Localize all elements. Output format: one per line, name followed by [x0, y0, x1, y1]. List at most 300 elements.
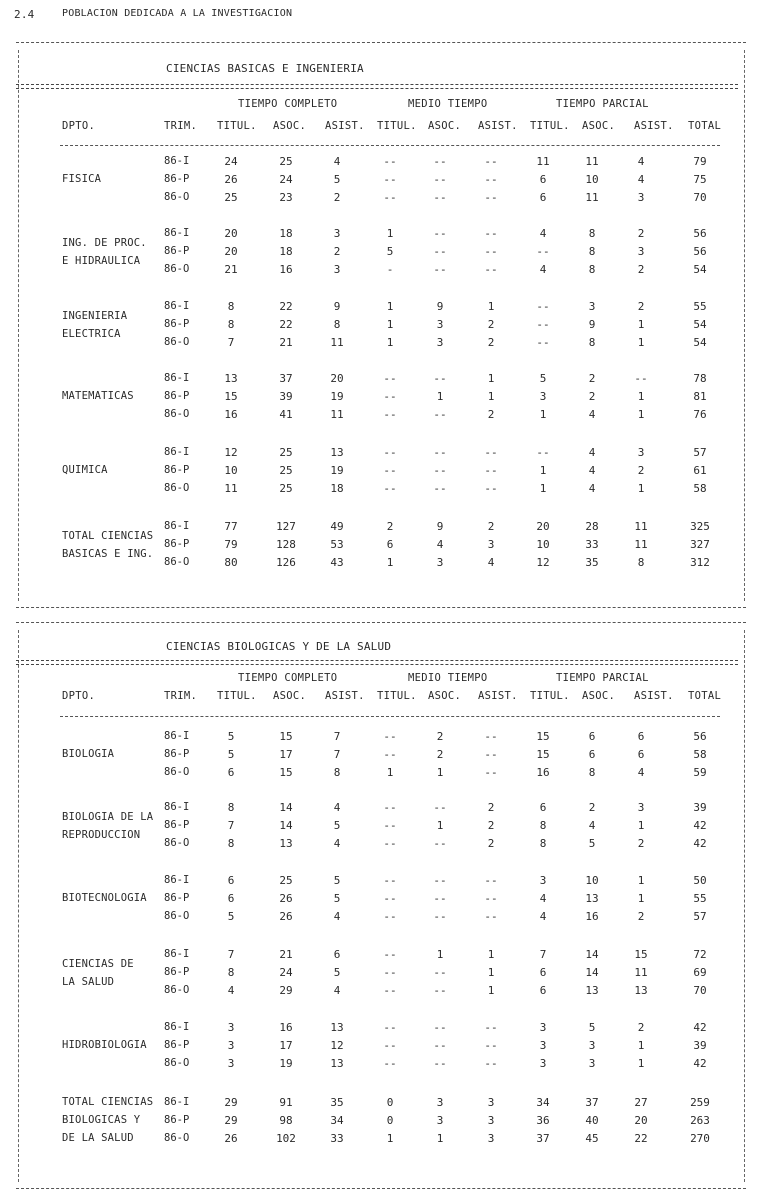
- table-cell: --: [484, 766, 498, 779]
- table-cell: 43: [330, 556, 344, 569]
- table-cell: 270: [690, 1132, 710, 1145]
- table-cell: 6: [539, 984, 547, 997]
- table-cell: 16: [224, 408, 238, 421]
- table-cell: 27: [634, 1096, 648, 1109]
- table-cell: 3: [333, 263, 341, 276]
- trimester-label: 86-P: [164, 318, 190, 330]
- section-number: 2.4: [14, 8, 35, 21]
- table-cell: 24: [279, 966, 293, 979]
- table-cell: --: [383, 1039, 397, 1052]
- table-cell: 10: [585, 173, 599, 186]
- table-cell: 8: [588, 227, 596, 240]
- table-cell: --: [536, 336, 550, 349]
- table-cell: 6: [539, 191, 547, 204]
- table-cell: 22: [279, 300, 293, 313]
- table-cell: 76: [693, 408, 707, 421]
- table-cell: 7: [539, 948, 547, 961]
- table-cell: 6: [588, 730, 596, 743]
- table-cell: --: [383, 446, 397, 459]
- trimester-label: 86-I: [164, 730, 190, 742]
- table-cell: 45: [585, 1132, 599, 1145]
- table-cell: --: [536, 245, 550, 258]
- header-asist: ASIST.: [634, 690, 674, 702]
- table-cell: 25: [279, 874, 293, 887]
- table-cell: 9: [588, 318, 596, 331]
- table-cell: --: [484, 191, 498, 204]
- table-cell: --: [433, 227, 447, 240]
- table-cell: 33: [330, 1132, 344, 1145]
- table-cell: 25: [224, 191, 238, 204]
- table-cell: --: [433, 1057, 447, 1070]
- table-cell: --: [383, 464, 397, 477]
- table-cell: 2: [637, 464, 645, 477]
- table-cell: 11: [330, 408, 344, 421]
- table-cell: 3: [436, 556, 444, 569]
- table-cell: --: [484, 263, 498, 276]
- table-cell: 5: [227, 730, 235, 743]
- table-cell: 4: [539, 227, 547, 240]
- table-cell: --: [536, 300, 550, 313]
- table-cell: 8: [539, 837, 547, 850]
- table-cell: --: [433, 446, 447, 459]
- table-cell: 1: [386, 1132, 394, 1145]
- table-cell: 1: [637, 336, 645, 349]
- section-top-rule: [16, 42, 746, 43]
- table-cell: 3: [539, 390, 547, 403]
- table-cell: 1: [637, 408, 645, 421]
- table-cell: 2: [588, 390, 596, 403]
- table-cell: --: [383, 801, 397, 814]
- department-name: ING. DE PROC.: [62, 237, 147, 249]
- table-cell: 1: [637, 482, 645, 495]
- table-cell: 2: [487, 336, 495, 349]
- trimester-label: 86-I: [164, 372, 190, 384]
- table-cell: 102: [276, 1132, 296, 1145]
- table-cell: 75: [693, 173, 707, 186]
- table-cell: --: [536, 318, 550, 331]
- table-cell: 13: [279, 837, 293, 850]
- trimester-label: 86-O: [164, 408, 190, 420]
- table-cell: 4: [588, 819, 596, 832]
- header-asoc: ASOC.: [582, 120, 616, 132]
- table-cell: 11: [585, 155, 599, 168]
- table-cell: 3: [539, 874, 547, 887]
- table-cell: 3: [539, 1039, 547, 1052]
- table-cell: --: [383, 966, 397, 979]
- table-cell: 1: [487, 966, 495, 979]
- table-cell: 21: [279, 948, 293, 961]
- table-cell: 1: [386, 556, 394, 569]
- table-cell: 4: [436, 538, 444, 551]
- department-name: BIOTECNOLOGIA: [62, 892, 147, 904]
- table-cell: 4: [637, 766, 645, 779]
- trimester-label: 86-O: [164, 263, 190, 275]
- table-cell: --: [433, 173, 447, 186]
- table-cell: --: [383, 948, 397, 961]
- trimester-label: 86-O: [164, 556, 190, 568]
- table-cell: --: [433, 1021, 447, 1034]
- table-cell: 0: [386, 1114, 394, 1127]
- table-cell: 2: [637, 837, 645, 850]
- header-medio-tiempo: MEDIO TIEMPO: [408, 672, 488, 684]
- department-name: DE LA SALUD: [62, 1132, 134, 1144]
- table-cell: 24: [224, 155, 238, 168]
- table-cell: 9: [436, 300, 444, 313]
- table-cell: 2: [588, 372, 596, 385]
- table-cell: 2: [487, 819, 495, 832]
- header-asoc: ASOC.: [428, 690, 462, 702]
- table-cell: 19: [279, 1057, 293, 1070]
- table-cell: --: [433, 245, 447, 258]
- table-cell: --: [433, 191, 447, 204]
- table-cell: 12: [536, 556, 550, 569]
- table-cell: 16: [279, 263, 293, 276]
- table-cell: 4: [637, 155, 645, 168]
- table-cell: -: [386, 263, 394, 276]
- table-cell: 8: [588, 336, 596, 349]
- table-cell: 1: [637, 1039, 645, 1052]
- table-cell: 3: [637, 446, 645, 459]
- table-cell: 20: [224, 227, 238, 240]
- department-name: REPRODUCCION: [62, 829, 141, 841]
- table-cell: 3: [333, 227, 341, 240]
- table-cell: 263: [690, 1114, 710, 1127]
- table-cell: 1: [637, 892, 645, 905]
- table-cell: 2: [333, 191, 341, 204]
- table-cell: --: [383, 910, 397, 923]
- table-cell: 4: [588, 482, 596, 495]
- table-cell: 22: [279, 318, 293, 331]
- right-border: [744, 50, 745, 601]
- table-cell: 15: [279, 766, 293, 779]
- table-cell: 70: [693, 984, 707, 997]
- table-cell: 26: [224, 173, 238, 186]
- trimester-label: 86-P: [164, 538, 190, 550]
- table-cell: 72: [693, 948, 707, 961]
- table-cell: 26: [224, 1132, 238, 1145]
- table-cell: 13: [330, 1057, 344, 1070]
- table-cell: 1: [539, 408, 547, 421]
- table-cell: 26: [279, 892, 293, 905]
- table-cell: 39: [693, 1039, 707, 1052]
- table-cell: 8: [539, 819, 547, 832]
- table-cell: 5: [227, 748, 235, 761]
- table-cell: 13: [330, 1021, 344, 1034]
- trimester-label: 86-P: [164, 245, 190, 257]
- section-title: CIENCIAS BASICAS E INGENIERIA: [166, 62, 364, 75]
- table-cell: 11: [634, 966, 648, 979]
- table-cell: 2: [588, 801, 596, 814]
- table-cell: --: [484, 910, 498, 923]
- table-cell: --: [433, 874, 447, 887]
- table-cell: 61: [693, 464, 707, 477]
- header-asist: ASIST.: [634, 120, 674, 132]
- table-cell: --: [383, 191, 397, 204]
- table-cell: 6: [539, 173, 547, 186]
- department-name: FISICA: [62, 173, 102, 185]
- table-cell: 15: [279, 730, 293, 743]
- table-cell: 19: [330, 464, 344, 477]
- table-cell: 21: [224, 263, 238, 276]
- table-cell: 25: [279, 464, 293, 477]
- table-cell: --: [484, 155, 498, 168]
- table-cell: 4: [588, 464, 596, 477]
- table-cell: 91: [279, 1096, 293, 1109]
- header-asoc: ASOC.: [582, 690, 616, 702]
- table-cell: 259: [690, 1096, 710, 1109]
- table-cell: 3: [487, 538, 495, 551]
- table-cell: 3: [637, 801, 645, 814]
- table-cell: 1: [386, 336, 394, 349]
- table-cell: --: [484, 1021, 498, 1034]
- table-cell: 14: [279, 801, 293, 814]
- table-cell: 15: [634, 948, 648, 961]
- table-cell: 8: [333, 318, 341, 331]
- page-title: POBLACION DEDICADA A LA INVESTIGACION: [62, 8, 293, 19]
- table-cell: 1: [637, 819, 645, 832]
- table-cell: --: [383, 819, 397, 832]
- table-cell: --: [383, 748, 397, 761]
- department-name: E HIDRAULICA: [62, 255, 141, 267]
- header-titul: TITUL.: [530, 120, 570, 132]
- table-cell: 3: [588, 1057, 596, 1070]
- trimester-label: 86-P: [164, 390, 190, 402]
- table-cell: 11: [224, 482, 238, 495]
- header-titul: TITUL.: [530, 690, 570, 702]
- table-cell: 81: [693, 390, 707, 403]
- table-cell: 2: [436, 748, 444, 761]
- header-titul: TITUL.: [377, 120, 417, 132]
- table-cell: 11: [585, 191, 599, 204]
- table-cell: 35: [330, 1096, 344, 1109]
- table-cell: 3: [487, 1114, 495, 1127]
- table-cell: 1: [487, 390, 495, 403]
- department-name: QUIMICA: [62, 464, 108, 476]
- table-cell: 6: [227, 892, 235, 905]
- table-cell: --: [433, 372, 447, 385]
- table-cell: 8: [637, 556, 645, 569]
- table-cell: 1: [487, 372, 495, 385]
- table-cell: 40: [585, 1114, 599, 1127]
- table-cell: 1: [539, 482, 547, 495]
- trimester-label: 86-P: [164, 1114, 190, 1126]
- section-top-rule: [16, 622, 746, 623]
- table-cell: 1: [637, 318, 645, 331]
- trimester-label: 86-P: [164, 1039, 190, 1051]
- table-cell: --: [383, 837, 397, 850]
- table-cell: 5: [588, 837, 596, 850]
- table-cell: 58: [693, 748, 707, 761]
- table-cell: 4: [333, 984, 341, 997]
- table-cell: 2: [333, 245, 341, 258]
- trimester-label: 86-I: [164, 520, 190, 532]
- header-rule: [60, 716, 720, 717]
- table-cell: 3: [436, 1114, 444, 1127]
- table-cell: 0: [386, 1096, 394, 1109]
- header-tiempo-parcial: TIEMPO PARCIAL: [556, 98, 649, 110]
- table-cell: --: [433, 464, 447, 477]
- left-border: [18, 50, 19, 601]
- trimester-label: 86-I: [164, 1021, 190, 1033]
- department-name: CIENCIAS DE: [62, 958, 134, 970]
- table-cell: 2: [637, 263, 645, 276]
- trimester-label: 86-I: [164, 155, 190, 167]
- table-cell: --: [433, 966, 447, 979]
- table-cell: 14: [279, 819, 293, 832]
- table-cell: 18: [279, 245, 293, 258]
- section-title: CIENCIAS BIOLOGICAS Y DE LA SALUD: [166, 640, 392, 653]
- table-cell: --: [484, 245, 498, 258]
- department-name: INGENIERIA: [62, 310, 128, 322]
- table-cell: 9: [333, 300, 341, 313]
- table-cell: 11: [634, 538, 648, 551]
- table-cell: 17: [279, 748, 293, 761]
- table-cell: --: [433, 837, 447, 850]
- table-cell: 50: [693, 874, 707, 887]
- table-cell: --: [383, 408, 397, 421]
- table-cell: 3: [539, 1021, 547, 1034]
- trimester-label: 86-I: [164, 446, 190, 458]
- table-cell: 2: [436, 730, 444, 743]
- table-cell: 312: [690, 556, 710, 569]
- table-cell: 41: [279, 408, 293, 421]
- table-cell: 26: [279, 910, 293, 923]
- table-cell: 42: [693, 1057, 707, 1070]
- table-cell: 2: [637, 227, 645, 240]
- table-cell: --: [484, 874, 498, 887]
- table-cell: 21: [279, 336, 293, 349]
- table-cell: 20: [330, 372, 344, 385]
- table-cell: 1: [386, 766, 394, 779]
- table-cell: 6: [227, 766, 235, 779]
- table-cell: 42: [693, 819, 707, 832]
- header-tiempo-parcial: TIEMPO PARCIAL: [556, 672, 649, 684]
- table-cell: 3: [539, 1057, 547, 1070]
- table-cell: 24: [279, 173, 293, 186]
- trimester-label: 86-O: [164, 984, 190, 996]
- table-cell: 56: [693, 730, 707, 743]
- table-cell: 14: [585, 948, 599, 961]
- department-name: BIOLOGIA: [62, 748, 115, 760]
- header-tiempo-completo: TIEMPO COMPLETO: [238, 98, 338, 110]
- table-cell: 25: [279, 482, 293, 495]
- table-cell: 12: [330, 1039, 344, 1052]
- table-cell: --: [433, 482, 447, 495]
- table-cell: 6: [386, 538, 394, 551]
- table-cell: --: [383, 892, 397, 905]
- table-cell: 77: [224, 520, 238, 533]
- table-cell: --: [484, 748, 498, 761]
- trimester-label: 86-P: [164, 966, 190, 978]
- table-cell: 34: [330, 1114, 344, 1127]
- table-cell: 6: [539, 966, 547, 979]
- table-cell: 8: [227, 801, 235, 814]
- trimester-label: 86-I: [164, 801, 190, 813]
- table-cell: 6: [227, 874, 235, 887]
- table-cell: 20: [224, 245, 238, 258]
- table-cell: 19: [330, 390, 344, 403]
- table-cell: 17: [279, 1039, 293, 1052]
- table-cell: --: [383, 730, 397, 743]
- table-cell: --: [383, 1021, 397, 1034]
- table-cell: --: [484, 730, 498, 743]
- department-name: MATEMATICAS: [62, 390, 134, 402]
- table-cell: 11: [634, 520, 648, 533]
- trimester-label: 86-I: [164, 227, 190, 239]
- table-cell: 2: [487, 837, 495, 850]
- header-trim: TRIM.: [164, 120, 198, 132]
- table-cell: 58: [693, 482, 707, 495]
- table-cell: 8: [588, 263, 596, 276]
- table-cell: 4: [333, 910, 341, 923]
- table-cell: 5: [333, 173, 341, 186]
- table-cell: 2: [487, 318, 495, 331]
- table-cell: 2: [487, 801, 495, 814]
- trimester-label: 86-P: [164, 892, 190, 904]
- table-cell: 2: [637, 1021, 645, 1034]
- table-cell: 5: [333, 892, 341, 905]
- table-cell: 3: [227, 1057, 235, 1070]
- trimester-label: 86-O: [164, 766, 190, 778]
- table-cell: 3: [487, 1132, 495, 1145]
- table-cell: 37: [585, 1096, 599, 1109]
- table-cell: 3: [436, 318, 444, 331]
- table-cell: --: [433, 408, 447, 421]
- table-cell: 8: [227, 966, 235, 979]
- table-cell: 3: [637, 191, 645, 204]
- table-cell: 8: [227, 318, 235, 331]
- table-cell: 1: [386, 318, 394, 331]
- table-cell: 1: [637, 390, 645, 403]
- table-cell: --: [536, 446, 550, 459]
- department-name: BIOLOGIA DE LA: [62, 811, 154, 823]
- table-cell: 37: [279, 372, 293, 385]
- table-cell: 6: [637, 730, 645, 743]
- table-cell: 57: [693, 446, 707, 459]
- table-cell: 3: [227, 1039, 235, 1052]
- table-cell: --: [383, 482, 397, 495]
- table-cell: 6: [539, 801, 547, 814]
- table-cell: 56: [693, 245, 707, 258]
- department-name: ELECTRICA: [62, 328, 121, 340]
- table-cell: 8: [588, 245, 596, 258]
- table-cell: 35: [585, 556, 599, 569]
- table-cell: 1: [539, 464, 547, 477]
- table-cell: --: [433, 1039, 447, 1052]
- trimester-label: 86-P: [164, 173, 190, 185]
- table-cell: 25: [279, 446, 293, 459]
- table-cell: 4: [588, 446, 596, 459]
- table-cell: 33: [585, 538, 599, 551]
- header-total: TOTAL: [688, 120, 722, 132]
- department-name: BASICAS E ING.: [62, 548, 154, 560]
- table-cell: 3: [436, 1096, 444, 1109]
- trimester-label: 86-O: [164, 910, 190, 922]
- table-cell: --: [484, 1039, 498, 1052]
- table-cell: 22: [634, 1132, 648, 1145]
- table-cell: 3: [637, 245, 645, 258]
- table-cell: 23: [279, 191, 293, 204]
- table-cell: 3: [436, 336, 444, 349]
- table-cell: --: [383, 173, 397, 186]
- table-cell: 79: [693, 155, 707, 168]
- table-cell: 3: [588, 300, 596, 313]
- table-cell: 5: [333, 966, 341, 979]
- right-border: [744, 630, 745, 1182]
- table-cell: 7: [227, 819, 235, 832]
- table-cell: 11: [330, 336, 344, 349]
- table-cell: 15: [536, 748, 550, 761]
